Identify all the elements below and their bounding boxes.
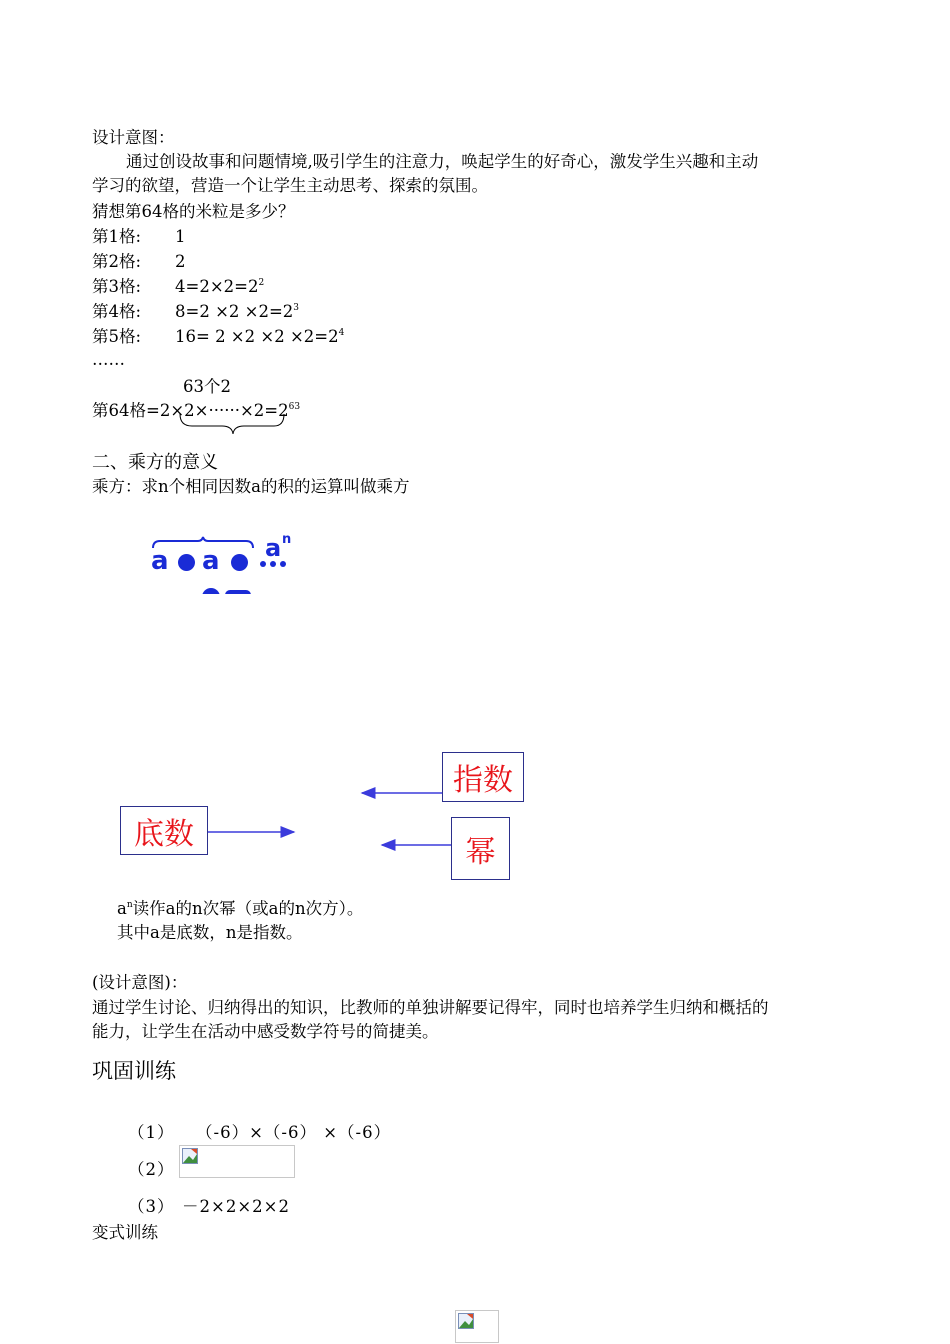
power-label-box: 幂 <box>451 817 510 880</box>
design-intent-line-1: 通过创设故事和问题情境,吸引学生的注意力，唤起学生的好奇心，激发学生兴趣和主动 <box>126 152 759 171</box>
ellipsis: …… <box>92 350 125 369</box>
exponent-label-box: 指数 <box>442 752 524 802</box>
section2-title: 二、乘方的意义 <box>92 452 218 473</box>
exercise-2-image <box>179 1145 295 1178</box>
broken-image-icon <box>458 1313 474 1329</box>
power-definition: 乘方：求n个相同因数a的积的运算叫做乘方 <box>92 477 410 496</box>
row-label: 第2格: <box>92 252 142 271</box>
row-expr: 2 <box>175 252 186 271</box>
base-label-box: 底数 <box>120 806 208 855</box>
design-intent-2-title: (设计意图)： <box>92 973 188 992</box>
row-label: 第5格: <box>92 327 142 346</box>
exercise-num: （3） <box>128 1197 175 1216</box>
variant-title: 变式训练 <box>92 1223 158 1242</box>
brace-label: 63个2 <box>183 377 231 396</box>
row-label: 第1格: <box>92 227 142 246</box>
row-64: 第64格$=2\times 2\times\cdot\cdot\cdot\cdot\cdot\cdot\times 2=2^{63}$ <box>92 401 301 420</box>
formula-an-base: a <box>265 534 282 562</box>
row-expr: $16= 2 \times 2 \times 2 \times 2=2^4$ <box>175 327 345 346</box>
variant-image <box>455 1310 499 1343</box>
design-intent-title: 设计意图： <box>92 128 175 147</box>
design-intent-2-line-2: 能力，让学生在活动中感受数学符号的简捷美。 <box>92 1022 439 1041</box>
design-intent-2-line-1: 通过学生讨论、归纳得出的知识，比教师的单独讲解要记得牢，同时也培养学生归纳和概括的 <box>92 998 769 1017</box>
row-expr: $8=2 \times 2 \times 2=2^3$ <box>175 302 300 321</box>
row-label: 第3格: <box>92 277 142 296</box>
exercise-text: －2×2×2×2 <box>182 1197 290 1216</box>
row-label: 第4格: <box>92 302 142 321</box>
guess-question: 猜想第64格的米粒是多少？ <box>92 202 295 221</box>
formula-a2: a <box>202 546 220 576</box>
formula-a1: a <box>151 546 169 576</box>
row-expr: $4=2\times 2=2^2$ <box>175 277 265 296</box>
practice-title: 巩固训练 <box>92 1059 176 1083</box>
exercise-text: （-6）×（-6） ×（-6） <box>196 1123 392 1142</box>
formula-an-exp: n <box>282 532 292 547</box>
exercise-num: （1） <box>128 1123 175 1142</box>
reading-line: $a^n$读作a的n次幂（或a的n次方）。 <box>117 899 364 918</box>
exercise-num: （2） <box>128 1160 175 1179</box>
row-expr: 1 <box>175 227 186 246</box>
design-intent-line-2: 学习的欲望，营造一个让学生主动思考、探索的氛围。 <box>92 176 488 195</box>
where-line: 其中a是底数，n是指数。 <box>117 923 303 942</box>
broken-image-icon <box>182 1148 198 1164</box>
